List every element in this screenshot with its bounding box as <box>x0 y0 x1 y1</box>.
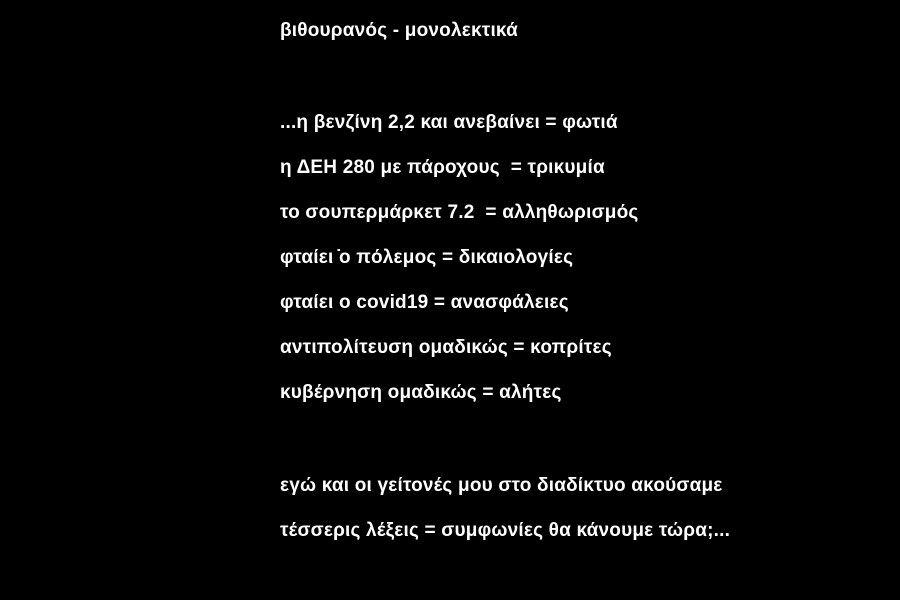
text-line: φταίει ̇ο πόλεμος = δικαιολογίες <box>280 247 574 268</box>
text-line: αντιπολίτευση ομαδικώς = κοπρίτες <box>280 337 612 358</box>
text-block-two <box>280 463 880 553</box>
page-title: βιθουρανός - μονολεκτικά <box>280 20 518 41</box>
text-block-one <box>280 100 880 415</box>
text-line: το σουπερμάρκετ 7.2 = αλληθωρισμός <box>280 202 639 223</box>
text-line: η ΔΕΗ 280 με πάροχους = τρικυμία <box>280 157 605 178</box>
text-line: εγώ και οι γείτονές μου στο διαδίκτυο ακούσαμε <box>280 475 723 496</box>
text-line: ...η βενζίνη 2,2 και ανεβαίνει = φωτιά <box>280 112 618 133</box>
text-line: κυβέρνηση ομαδικώς = αλήτες <box>280 382 562 403</box>
text-line: φταίει ο covid19 = ανασφάλειες <box>280 292 569 313</box>
text-line: τέσσερις λέξεις = συμφωνίες θα κάνουμε τώρα;... <box>280 520 731 541</box>
document-content <box>280 18 880 553</box>
